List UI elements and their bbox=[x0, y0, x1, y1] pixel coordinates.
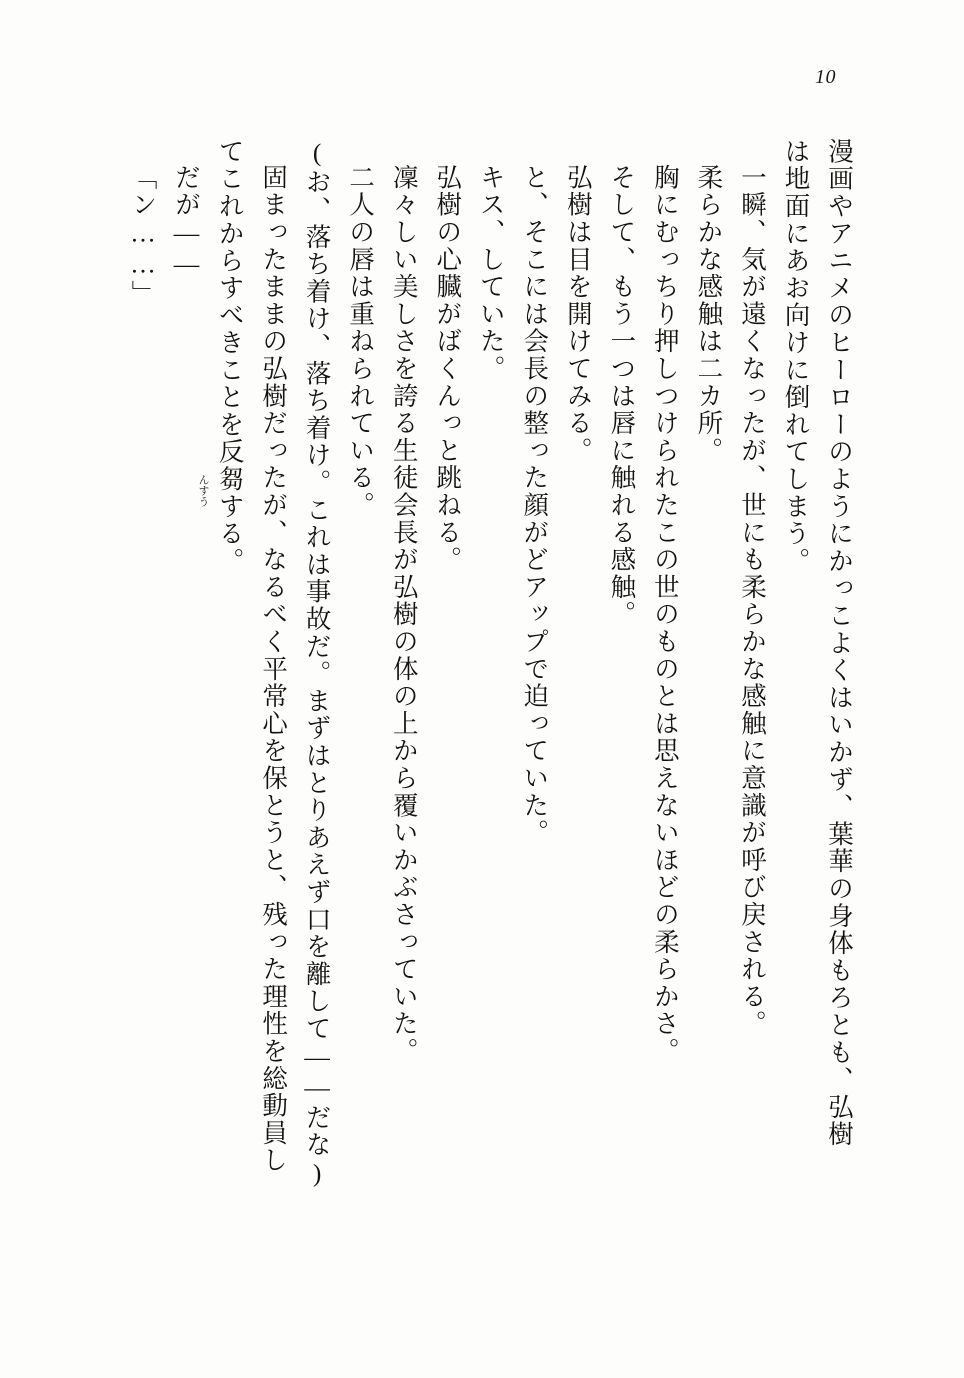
text-line: 一瞬、気が遠くなったが、世にも柔らかな感触に意識が呼び戻される。 bbox=[737, 164, 767, 1038]
text-line: 胸にむっちり押しつけられたこの世のものとは思えないほどの柔らかさ。 bbox=[650, 164, 680, 1065]
text-line: は地面にあお向けに倒れてしまう。 bbox=[781, 138, 811, 575]
text-line: 固まったままの弘樹だったが、なるべく平常心を保とうと、残った理性を総動員し bbox=[259, 164, 289, 1175]
text-line-base: てこれからすべきことを反芻する。 bbox=[215, 138, 245, 575]
text-line: 漫画やアニメのヒーローのようにかっこよくはいかず、葉華の身体もろとも、弘樹 bbox=[825, 138, 854, 1149]
text-line: 弘樹の心臓がばくんっと跳ねる。 bbox=[433, 164, 463, 574]
text-line-with-ruby bbox=[199, 138, 243, 1278]
text-line: 二人の唇は重ねられている。 bbox=[346, 164, 376, 519]
page-number: 10 bbox=[815, 66, 836, 88]
text-line: 弘樹は目を開けてみる。 bbox=[563, 164, 593, 465]
text-line: と、そこには会長の整った顔がどアップで迫っていた。 bbox=[520, 164, 550, 847]
text-line: そして、もう一つは唇に触れる感触。 bbox=[607, 164, 637, 629]
text-line: 柔らかな感触は二カ所。 bbox=[694, 164, 724, 465]
text-line: だが—— bbox=[172, 164, 202, 281]
page-text-body bbox=[112, 138, 852, 1278]
ruby-annotation: んすう bbox=[197, 474, 210, 507]
text-line: (お、落ち着け、落ち着け。これは事故だ。まずはとりあえず口を離して——だな) bbox=[302, 138, 332, 1190]
text-line: 「ン……」 bbox=[128, 164, 158, 308]
text-line: キス、していた。 bbox=[476, 164, 506, 383]
text-line: 凜々しい美しさを誇る生徒会長が弘樹の体の上から覆いかぶさっていた。 bbox=[389, 164, 419, 1065]
